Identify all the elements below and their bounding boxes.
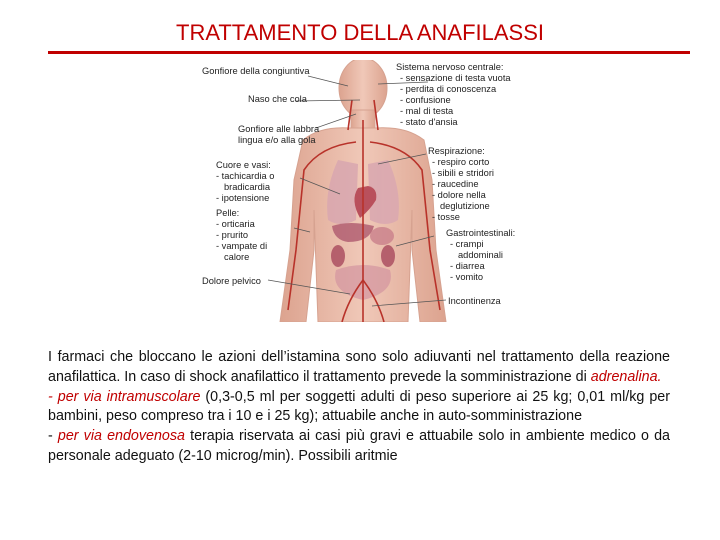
kidney-right <box>381 245 395 267</box>
label-pelvico: Dolore pelvico <box>202 276 261 286</box>
route-endovenosa: per via endovenosa <box>57 428 185 445</box>
label-pelle-item: calore <box>224 252 250 262</box>
label-resp-item: - raucedine <box>432 179 479 189</box>
label-resp-item: - dolore nella <box>432 190 486 200</box>
label-resp-title: Respirazione: <box>428 146 485 156</box>
label-gastro-item: - vomito <box>450 272 484 282</box>
label-gastro-item: - diarrea <box>450 261 485 271</box>
label-cuore-item: bradicardia <box>224 182 270 192</box>
label-resp-item: - respiro corto <box>432 157 490 167</box>
label-gastro-title: Gastrointestinali: <box>446 228 516 238</box>
endovenosa-dash: - <box>48 428 58 445</box>
label-congiuntiva: Gonfiore della congiuntiva <box>202 66 310 76</box>
paragraph-endovenosa <box>48 427 670 467</box>
label-gastro-item: addominali <box>458 250 503 260</box>
page-title: TRATTAMENTO DELLA ANAFILASSI <box>176 20 544 45</box>
paragraph-intramuscolare <box>48 388 670 428</box>
label-snc-item: - confusione <box>400 95 451 105</box>
label-resp-item: deglutizione <box>440 201 490 211</box>
label-pelle-item: - prurito <box>216 230 249 240</box>
label-resp-item: - tosse <box>432 212 460 222</box>
label-pelle-item: - orticaria <box>216 219 255 229</box>
kidney-left <box>331 245 345 267</box>
label-labbra-2: lingua e/o alla gola <box>238 135 316 145</box>
intramuscolare-details: (0,3-0,5 ml per soggetti adulti di peso superiore ai 25 kg; 0,01 ml/kg per bambini, peso compreso tra i 10 e i 25 kg); attuabile anche in auto-somministrazione <box>48 388 670 425</box>
label-snc-item: - stato d'ansia <box>400 117 458 127</box>
drug-name: adrenalina. <box>590 368 662 385</box>
label-naso: Naso che cola <box>248 94 307 104</box>
treatment-text <box>48 348 670 467</box>
anatomy-figure <box>200 60 530 322</box>
label-cuore-item: - tachicardia o <box>216 171 275 181</box>
label-pelle-title: Pelle: <box>216 208 240 218</box>
label-resp-item: - sibili e stridori <box>432 168 494 178</box>
label-cuore-item: - ipotensione <box>216 193 270 203</box>
label-gastro-item: - crampi <box>450 239 484 249</box>
label-snc-item: - sensazione di testa vuota <box>400 73 511 83</box>
paragraph-intro <box>48 348 670 388</box>
label-cuore-title: Cuore e vasi: <box>216 160 271 170</box>
label-snc-item: - perdita di conoscenza <box>400 84 497 94</box>
route-intramuscolare: - per via intramuscolare <box>48 388 201 405</box>
label-incontinenza: Incontinenza <box>448 296 501 306</box>
label-labbra-1: Gonfiore alle labbra <box>238 124 320 134</box>
label-snc-item: - mal di testa <box>400 106 454 116</box>
title-underline <box>48 51 690 54</box>
stomach <box>370 227 394 245</box>
label-pelle-item: - vampate di <box>216 241 268 251</box>
endovenosa-details: terapia riservata ai casi più gravi e attuabile solo in ambiente medico o da personale adeguato (2-10 microg/min). Possibili aritmie <box>48 428 671 464</box>
label-snc-title: Sistema nervoso centrale: <box>396 62 504 72</box>
intro-text: I farmaci che bloccano le azioni dell’istamina sono solo adiuvanti nel trattamento della reazione anafilattica. In caso di shock anafilattico il trattamento prevede la somministrazione di <box>48 349 670 385</box>
